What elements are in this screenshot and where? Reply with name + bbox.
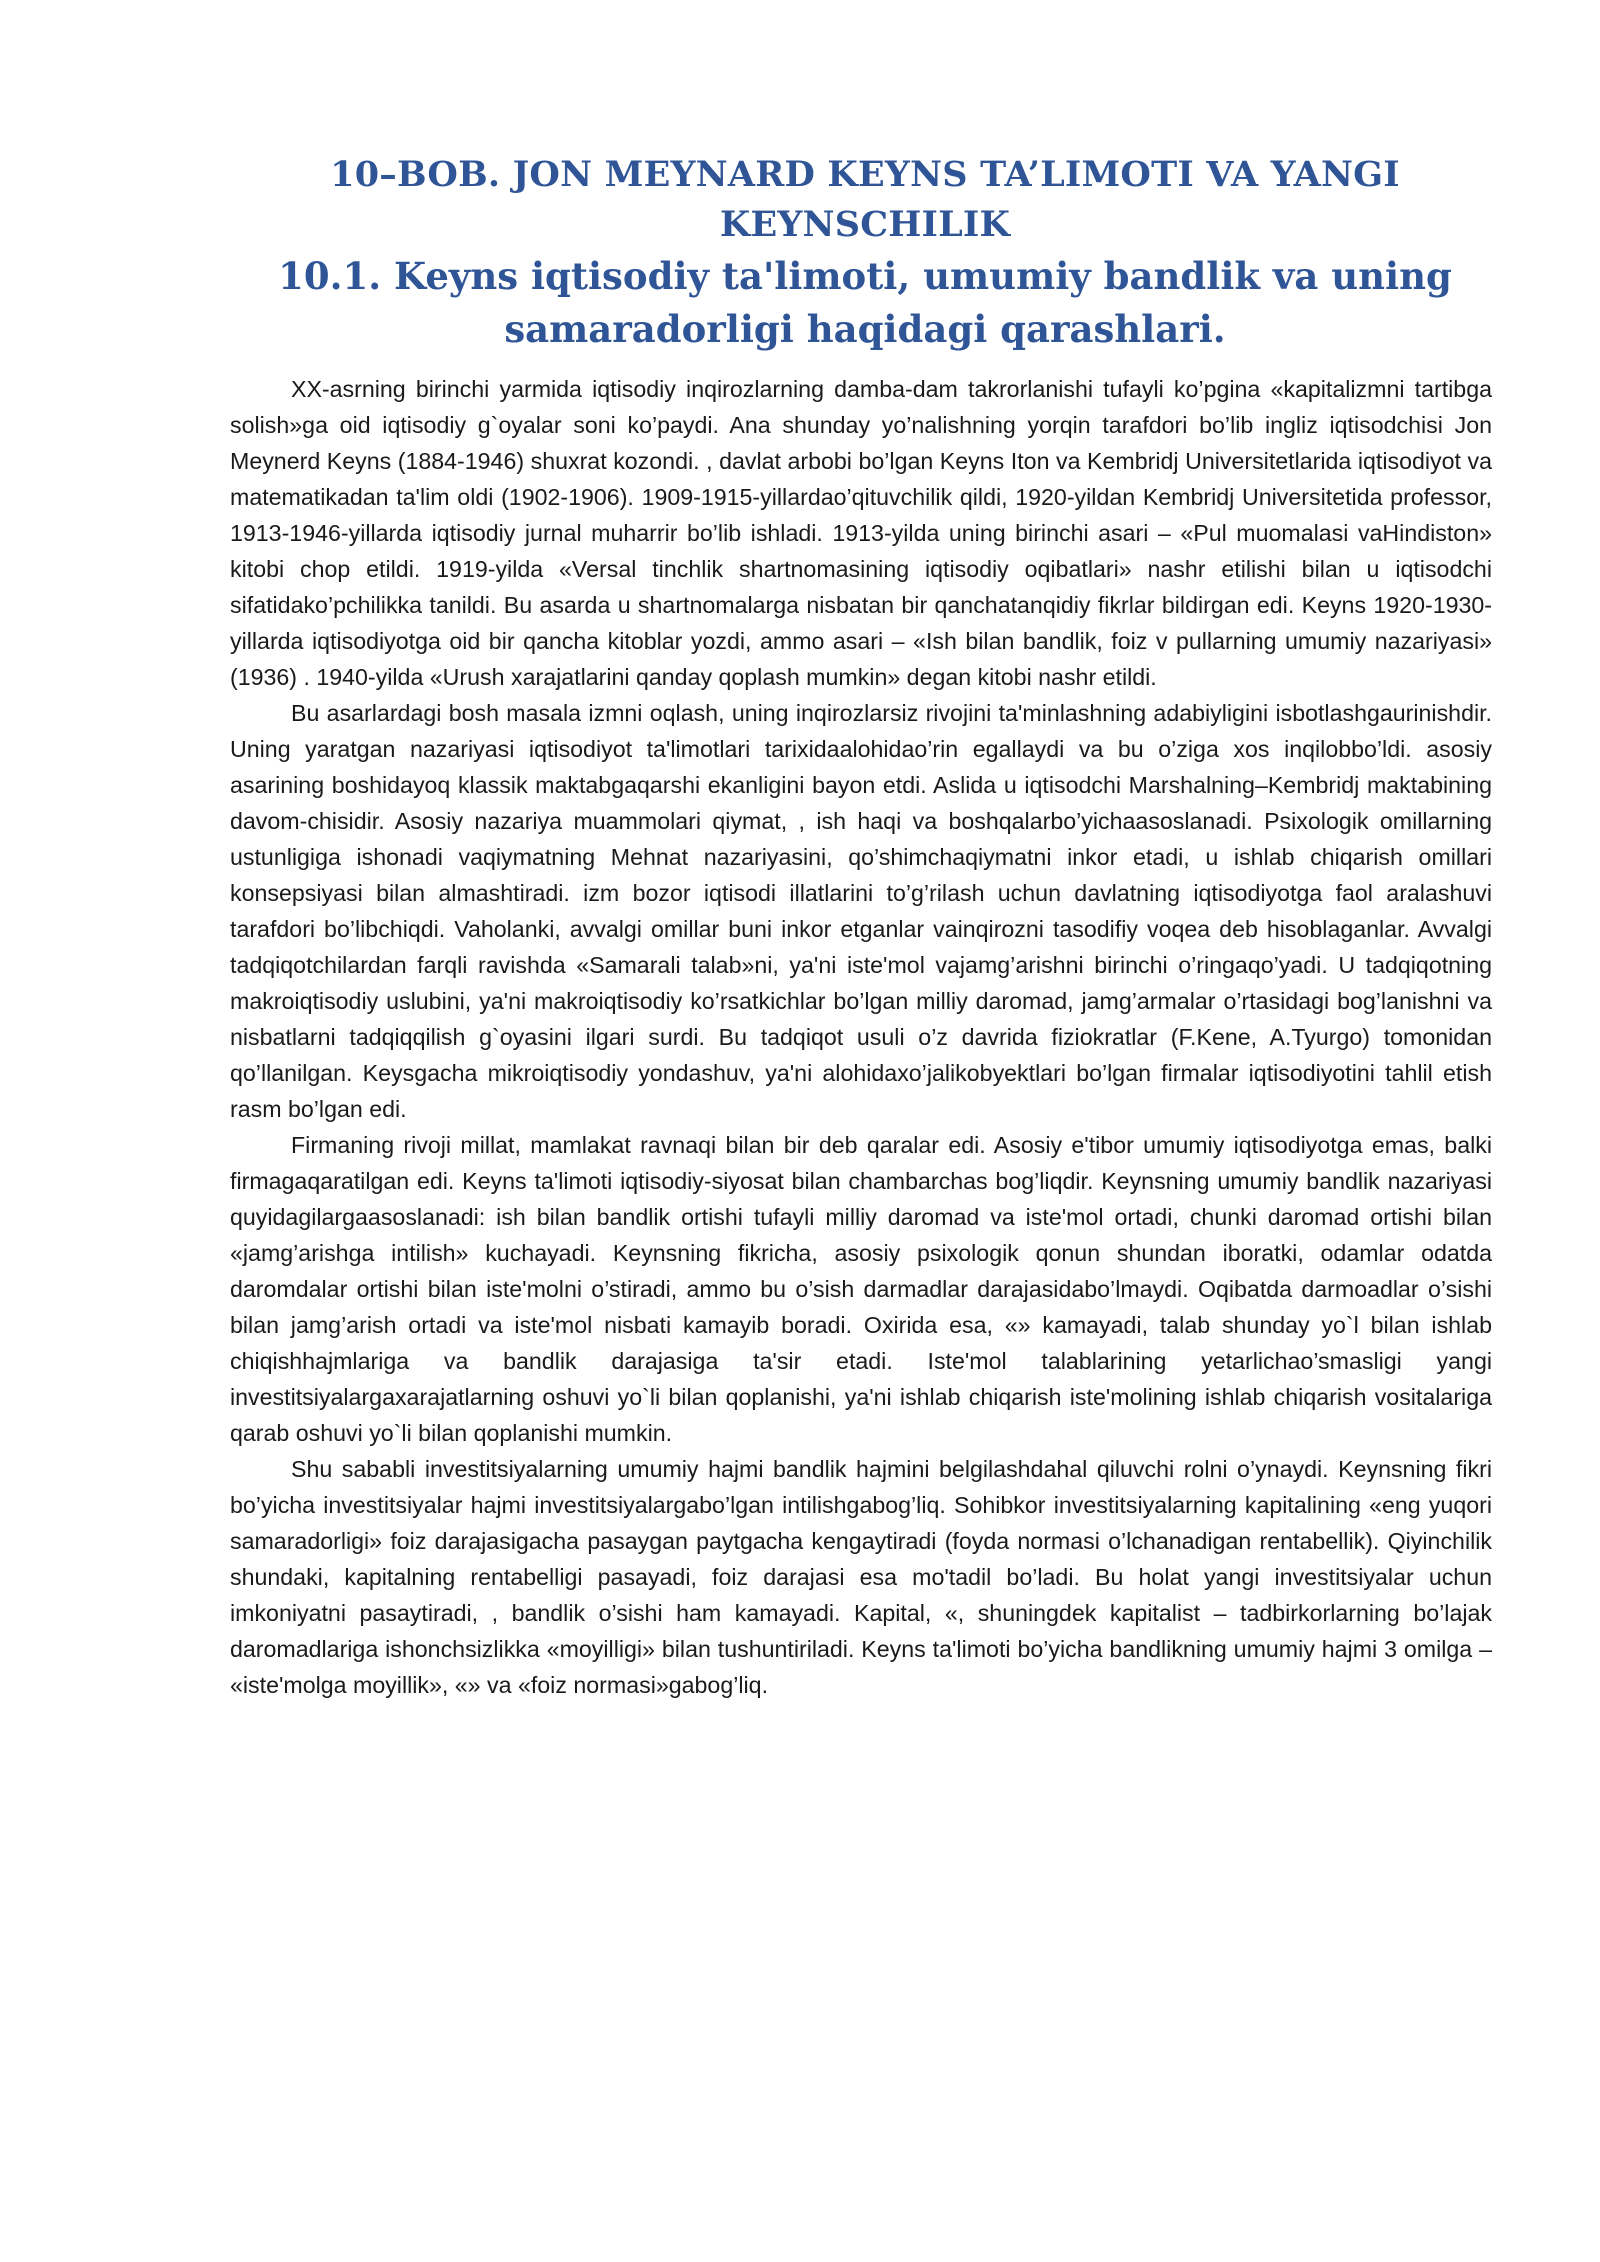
chapter-title: 10–BOB. JON MEYNARD KEYNS TA’LIMOTI VA YANGI KEYNSCHILIK <box>330 154 1400 245</box>
paragraph: XX-asrning birinchi yarmida iqtisodiy inqirozlarning damba-dam takrorlanishi tufayli ko’pgina «kapitalizmni tartibga solish»ga oid iqtisodiy g`oyalar soni ko’paydi. Ana shunday yo’nalishning yorqin tarafdori bo’lib ingliz iqtisodchisi Jon Meynerd Keyns (1884-1946) shuxrat kozondi. , davlat arbobi bo’lgan Keyns Iton va Kembridj Universitetlarida iqtisodiyot va matematikadan ta'lim oldi (1902-1906). 1909-1915-yillardao’qituvchilik qildi, 1920-yildan Kembridj Universitetida professor, 1913-1946-yillarda iqtisodiy jurnal muharrir bo’lib ishladi. 1913-yilda uning birinchi asari – «Pul muomalasi vaHindiston» kitobi chop etildi. 1919-yilda «Versal tinchlik shartnomasining iqtisodiy oqibatlari» nashr etilishi bilan u iqtisodchi sifatidako’pchilikka tanildi. Bu asarda u shartnomalarga nisbatan bir qanchatanqidiy fikrlar bildirgan edi. Keyns 1920-1930-yillarda iqtisodiyotga oid bir qancha kitoblar yozdi, ammo asari – «Ish bilan bandlik, foiz v pullarning umumiy nazariyasi» (1936) . 1940-yilda «Urush xarajatlarini qanday qoplash mumkin» degan kitobi nashr etildi. <box>230 376 1492 690</box>
paragraph: Shu sababli investitsiyalarning umumiy hajmi bandlik hajmini belgilashdahal qiluvchi rolni o’ynaydi. Keynsning fikri bo’yicha investitsiyalar hajmi investitsiyalargabo’lgan intilishgabog’liq. Sohibkor investitsiyalarning kapitalining «eng yuqori samaradorligi» foiz darajasigacha pasaygan paytgacha kengaytiradi (foyda normasi o’lchanadigan rentabellik). Qiyinchilik shundaki, kapitalning rentabelligi pasayadi, foiz darajasi esa mo'tadil bo’ladi. Bu holat yangi investitsiyalar uchun imkoniyatni pasaytiradi, , bandlik o’sishi ham kamayadi. Kapital, «, shuningdek kapitalist – tadbirkorlarning bo’lajak daromadlariga ishonchsizlikka «moyilligi» bilan tushuntiriladi. Keyns ta'limoti bo’yicha bandlikning umumiy hajmi 3 omilga – «iste'molga moyillik», «» va «foiz normasi»gabog’liq. <box>230 1456 1492 1698</box>
section-title: 10.1. Keyns iqtisodiy ta'limoti, umumiy bandlik va uning samaradorligi haqidagi qarashlari. <box>278 254 1452 351</box>
paragraph: Bu asarlardagi bosh masala izmni oqlash, uning inqirozlarsiz rivojini ta'minlashning adabiyligini isbotlashgaurinishdir. Uning yaratgan nazariyasi iqtisodiyot ta'limotlari tarixidaalohidao’rin egallaydi va bu o’ziga xos inqilobbo’ldi. asosiy asarining boshidayoq klassik maktabgaqarshi ekanligini bayon etdi. Aslida u iqtisodchi Marshalning–Kembridj maktabining davom-chisidir. Asosiy nazariya muammolari qiymat, , ish haqi va boshqalarbo’yichaasoslanadi. Psixologik omillarning ustunligiga ishonadi vaqiymatning Mehnat nazariyasini, qo’shimchaqiymatni inkor etadi, u ishlab chiqarish omillari konsepsiyasi bilan almashtiradi. izm bozor iqtisodi illatlarini to’g’rilash uchun davlatning iqtisodiyotga faol aralashuvi tarafdori bo’libchiqdi. Vaholanki, avvalgi omillar buni inkor etganlar vainqirozni tasodifiy voqea deb hisoblaganlar. Avvalgi tadqiqotchilardan farqli ravishda «Samarali talab»ni, ya'ni iste'mol vajamg’arishni birinchi o’ringaqo’yadi. U tadqiqotning makroiqtisodiy uslubini, ya'ni makroiqtisodiy ko’rsatkichlar bo’lgan milliy daromad, jamg’armalar o’rtasidagi bog’lanishni va nisbatlarni tadqiqqilish g`oyasini ilgari surdi. Bu tadqiqot usuli o’z davrida fiziokratlar (F.Kene, A.Tyurgo) tomonidan qo’llanilgan. Keysgacha mikroiqtisodiy yondashuv, ya'ni alohidaxo’jalikobyektlari bo’lgan firmalar iqtisodiyotini tahlil etish rasm bo’lgan edi. <box>230 700 1492 1122</box>
heading-block <box>230 150 1500 356</box>
paragraph: Firmaning rivoji millat, mamlakat ravnaqi bilan bir deb qaralar edi. Asosiy e'tibor umumiy iqtisodiyotga emas, balki firmagaqaratilgan edi. Keyns ta'limoti iqtisodiy-siyosat bilan chambarchas bog’liqdir. Keynsning umumiy bandlik nazariyasi quyidagilargaasoslanadi: ish bilan bandlik ortishi tufayli milliy daromad va iste'mol ortadi, chunki daromad ortishi bilan «jamg’arishga intilish» kuchayadi. Keynsning fikricha, asosiy psixologik qonun shundan iboratki, odamlar odatda daromdalar ortishi bilan iste'molni o’stiradi, ammo bu o’sish darmadlar darajasidabo’lmaydi. Oqibatda darmoadlar o’sishi bilan jamg’arish ortadi va iste'mol nisbati kamayib boradi. Oxirida esa, «» kamayadi, talab shunday yo`l bilan ishlab chiqishhajmlariga va bandlik darajasiga ta'sir etadi. Iste'mol talablarining yetarlichao’smasligi yangi investitsiyalargaxarajatlarning oshuvi yo`li bilan qoplanishi, ya'ni ishlab chiqarish iste'molining ishlab chiqarish vositalariga qarab oshuvi yo`li bilan qoplanishi mumkin. <box>230 1132 1492 1446</box>
body-text <box>230 371 1492 1703</box>
